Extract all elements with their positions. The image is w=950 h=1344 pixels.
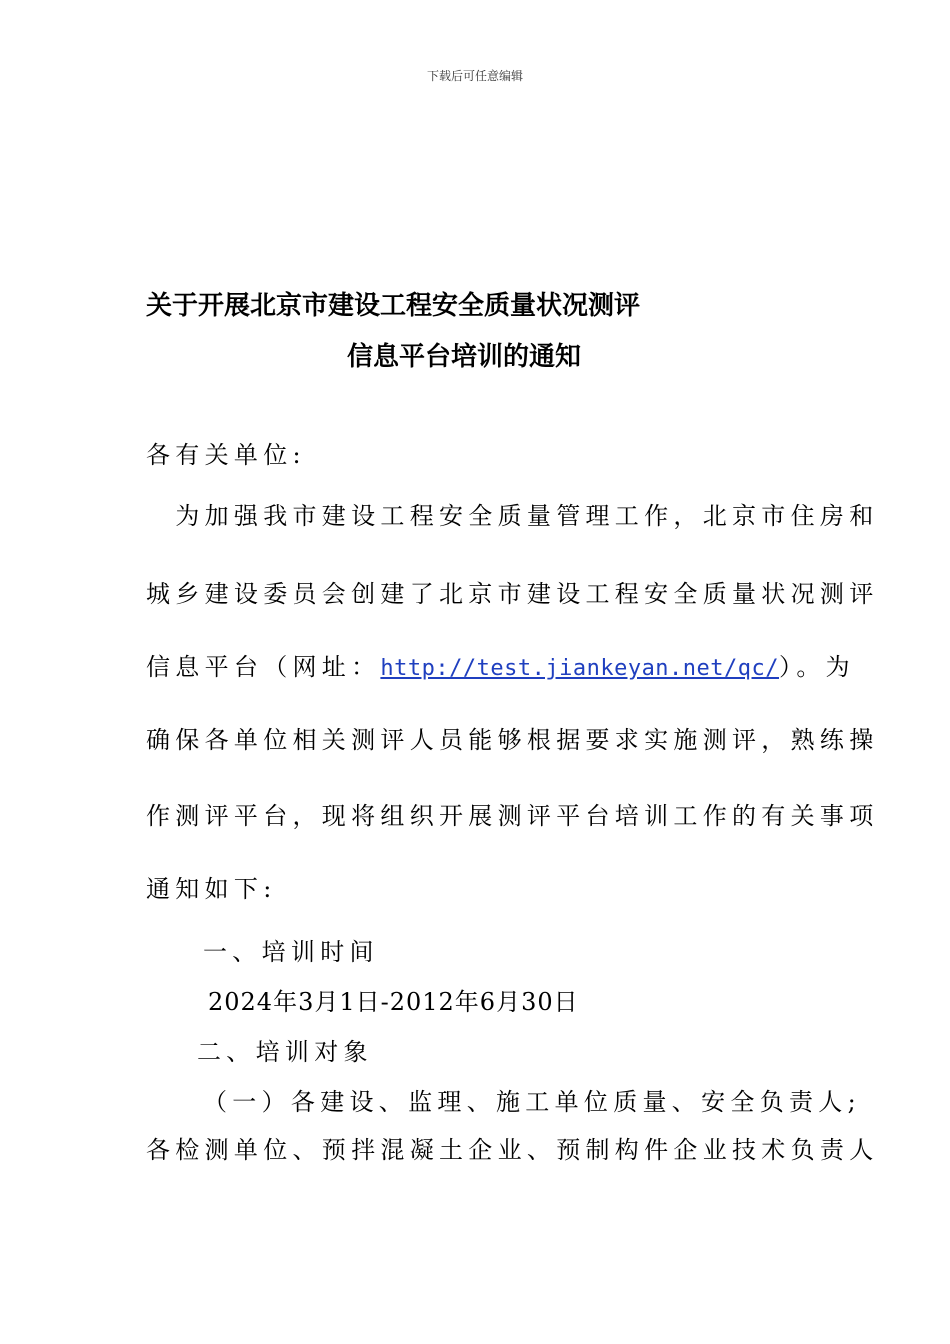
document-title-line-2: 信息平台培训的通知 — [347, 342, 582, 372]
body-text: ）。为 — [779, 653, 855, 681]
header-note: 下载后可任意编辑 — [426, 69, 523, 83]
indent — [146, 502, 175, 530]
salutation: 各有关单位: — [146, 441, 306, 469]
platform-url-link[interactable]: http://test.jiankeyan.net/qc/ — [380, 656, 780, 681]
section-heading-training-time: 一、培训时间 — [203, 938, 379, 966]
body-text: 信息平台（网址： — [146, 653, 381, 681]
body-paragraph-line-3 — [146, 647, 855, 682]
body-paragraph-line-6: 通知如下: — [146, 875, 277, 903]
section-heading-training-targets: 二、培训对象 — [197, 1038, 373, 1066]
body-paragraph-line-4: 确保各单位相关测评人员能够根据要求实施测评，熟练操 — [146, 726, 879, 754]
body-paragraph-line-5: 作测评平台，现将组织开展测评平台培训工作的有关事项 — [146, 802, 879, 830]
training-target-item-1-continued: 各检测单位、预拌混凝土企业、预制构件企业技术负责人 — [146, 1136, 879, 1164]
training-dates: 2024年3月1日-2012年6月30日 — [208, 988, 579, 1016]
document-title-line-1: 关于开展北京市建设工程安全质量状况测评 — [146, 291, 641, 321]
training-target-item-1: （一）各建设、监理、施工单位质量、安全负责人; — [203, 1088, 861, 1116]
body-paragraph-line-1 — [146, 496, 879, 531]
body-text: 为加强我市建设工程安全质量管理工作，北京市住房和 — [175, 502, 879, 530]
body-paragraph-line-2: 城乡建设委员会创建了北京市建设工程安全质量状况测评 — [146, 580, 879, 608]
